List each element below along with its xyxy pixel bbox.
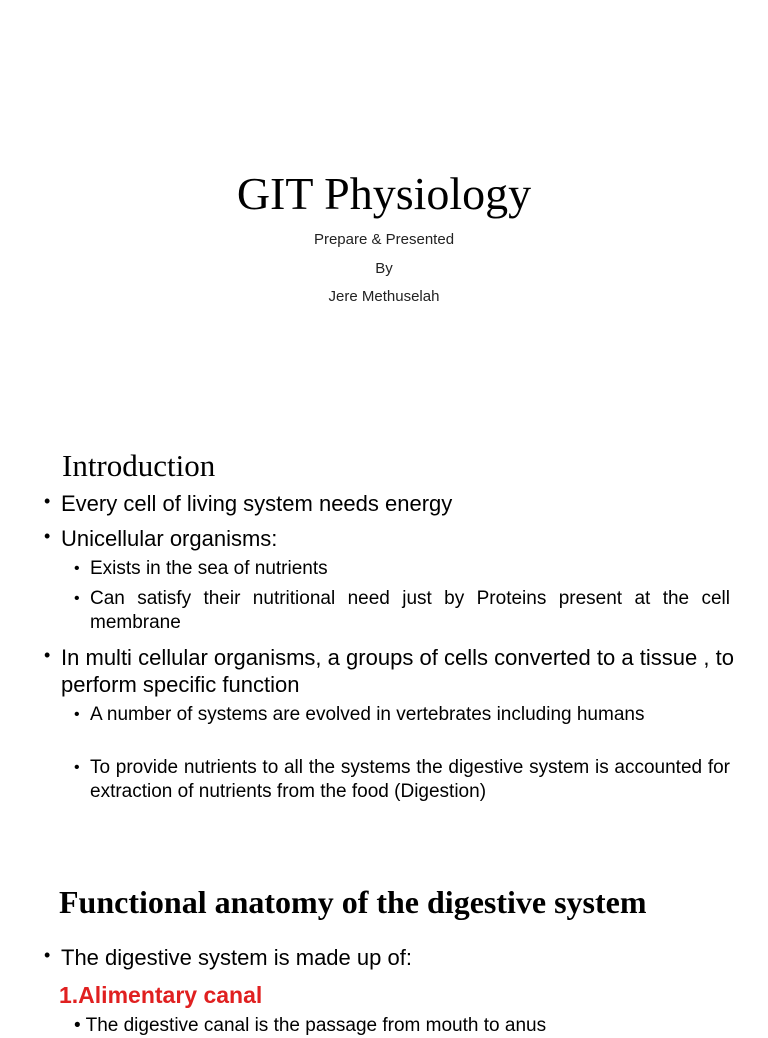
bullet-dot-icon: • xyxy=(74,759,80,776)
subtitle-author: Jere Methuselah xyxy=(328,288,440,305)
sub-bullet-item xyxy=(74,756,730,804)
partial-sub-bullet xyxy=(74,1014,734,1038)
sub-bullet-text: A number of systems are evolved in vertebrates including humans xyxy=(90,704,645,725)
subtitle-line-1: Prepare & Presented xyxy=(313,231,455,248)
bullet-item xyxy=(44,525,734,552)
sub-bullet-item xyxy=(74,557,730,581)
bullet-dot-icon: • xyxy=(44,526,51,546)
bullet-text: Unicellular organisms: xyxy=(61,526,278,551)
sub-bullet-item xyxy=(74,587,730,635)
bullet-dot-icon: • xyxy=(74,1015,81,1036)
slide-title: GIT Physiology xyxy=(236,168,532,219)
partial-sub-bullet-text: The digestive canal is the passage from mouth to anus xyxy=(85,1015,547,1036)
functional-anatomy-slide xyxy=(0,862,768,1036)
bullet-text: In multi cellular organisms, a groups of cells converted to a tissue , to perform specific function xyxy=(61,645,734,697)
title-slide xyxy=(0,0,768,432)
bullet-dot-icon: • xyxy=(44,491,51,511)
bullet-text: Every cell of living system needs energy xyxy=(61,491,453,516)
bullet-item xyxy=(44,944,734,971)
bullet-dot-icon: • xyxy=(74,590,80,607)
bullet-dot-icon: • xyxy=(44,945,51,965)
bullet-dot-icon: • xyxy=(44,645,51,665)
introduction-slide xyxy=(0,432,768,862)
bullet-item xyxy=(44,490,734,517)
bullet-item xyxy=(44,644,734,698)
functional-anatomy-heading: Functional anatomy of the digestive system xyxy=(59,884,647,920)
bullet-text: The digestive system is made up of: xyxy=(61,945,412,970)
bullet-dot-icon: • xyxy=(74,560,80,577)
alimentary-canal-heading: 1.Alimentary canal xyxy=(59,982,263,1008)
introduction-heading: Introduction xyxy=(62,448,216,483)
sub-bullet-item xyxy=(74,703,730,727)
subtitle-line-2: By xyxy=(375,260,393,277)
sub-bullet-text: To provide nutrients to all the systems the digestive system is accounted for extraction of nutrients from the food (Digestion) xyxy=(90,757,730,802)
sub-bullet-text: Can satisfy their nutritional need just by Proteins present at the cell membrane xyxy=(90,588,730,633)
bullet-dot-icon: • xyxy=(74,706,80,723)
sub-bullet-text: Exists in the sea of nutrients xyxy=(90,558,328,579)
